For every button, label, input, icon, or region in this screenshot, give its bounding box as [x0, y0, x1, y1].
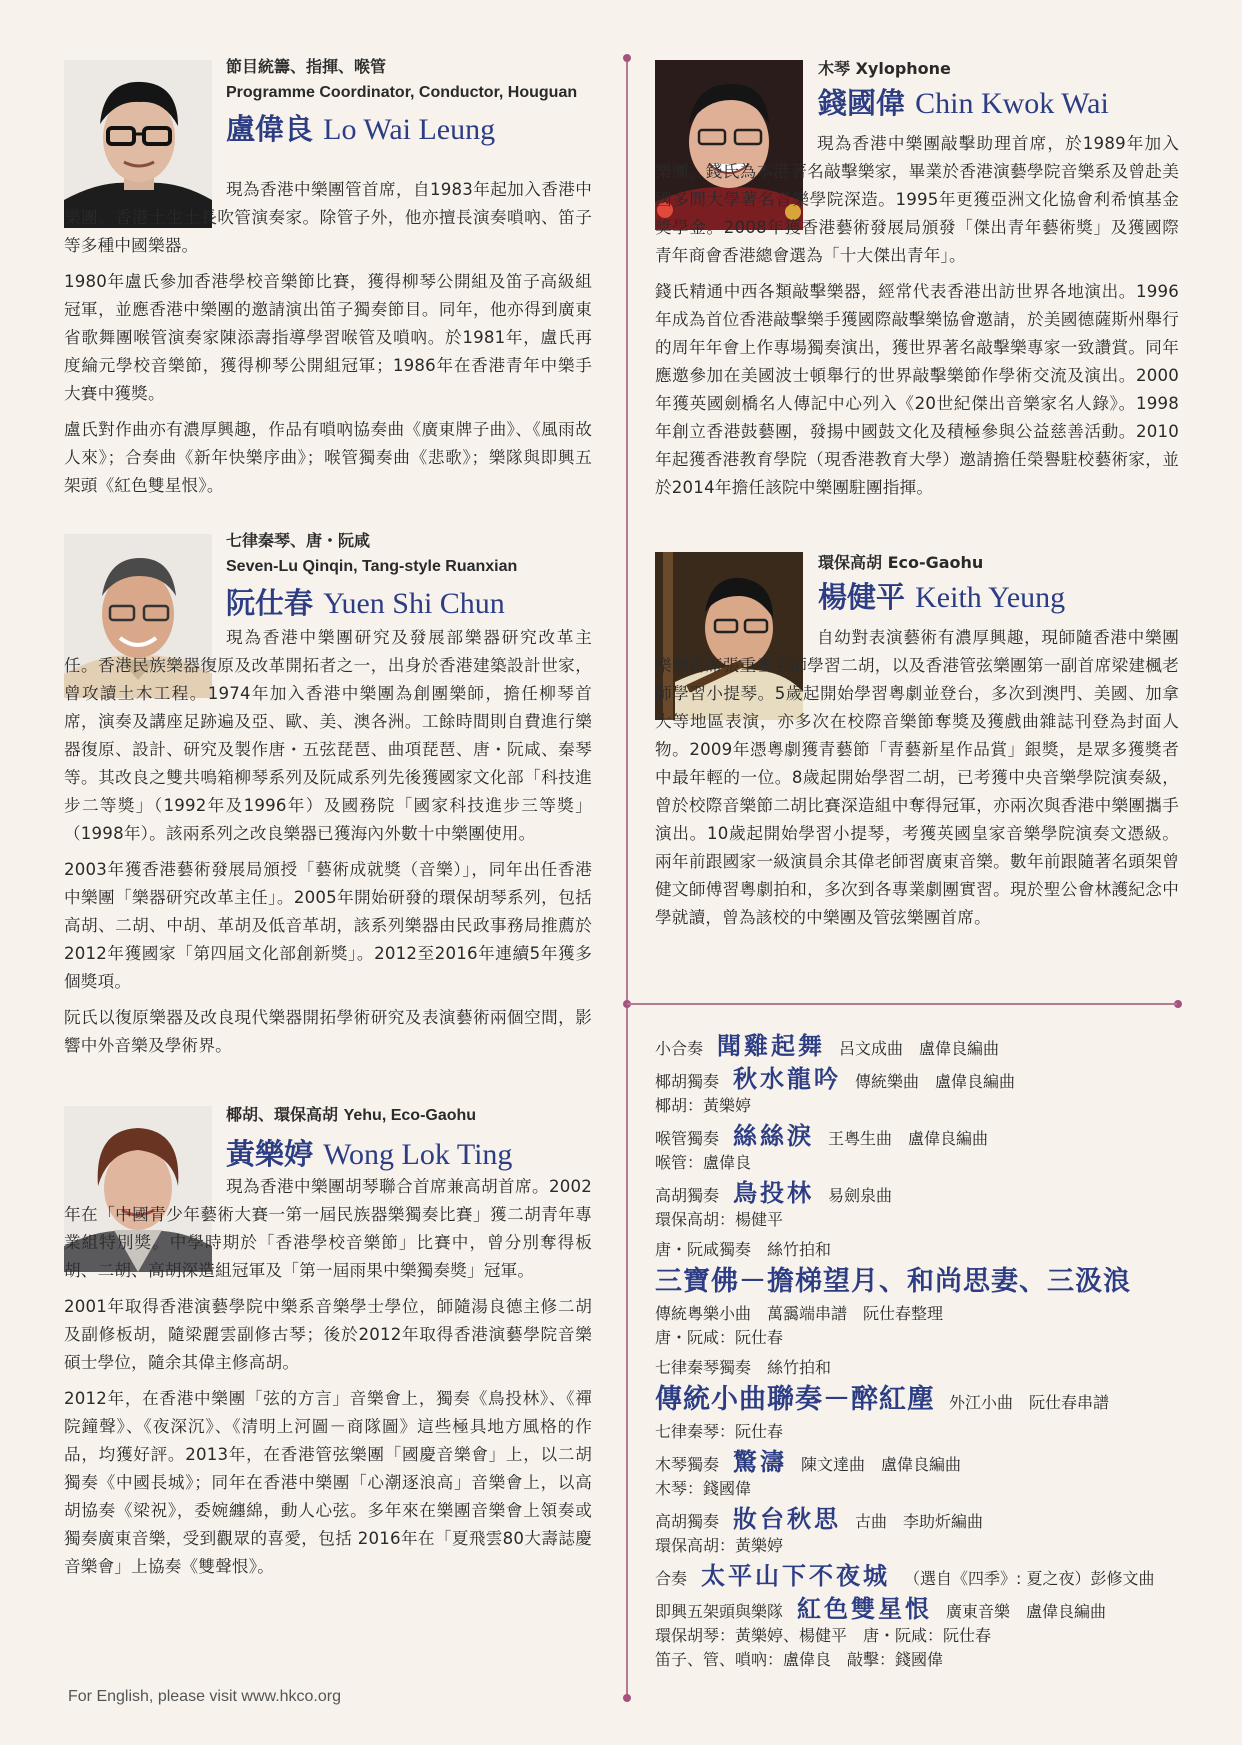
lo-name-en: Lo Wai Leung	[323, 113, 496, 146]
wong-bio-1: 現為香港中樂團胡琴聯合首席兼高胡首席。2002年在「中國青少年藝術大賽一第一屆民族器樂獨奏比賽」獲二胡青年專業組特別獎。中學時期於「香港學校音樂節」比賽中，曾分別奪得板胡、二胡、高胡深造組冠軍及「第一屆雨果中樂獨奏獎」冠軍。	[64, 1177, 592, 1280]
wong-bio-3: 2012年，在香港中樂團「弦的方言」音樂會上，獨奏《鳥投林》、《禪院鐘聲》、《夜深沉》、《清明上河圖－商隊圖》這些極具地方風格的作品，均獲好評。2013年，在香港管弦樂團「國慶音樂會」上，以二胡獨奏《中國長城》；同年在香港中樂團「心潮逐浪高」音樂會上，以高胡協奏《梁祝》，委婉纏綿，動人心弦。多年來在樂團音樂會上領奏或獨奏廣東音樂，受到觀眾的喜愛，包括 2016年在「夏飛雲80大壽誌慶音樂會」上協奏《雙聲恨》。	[64, 1389, 592, 1576]
footer-english-link[interactable]: For English, please visit www.hkco.org	[68, 1688, 341, 1705]
programme-performers: 椰胡：黃樂婷	[655, 1096, 752, 1115]
yuen-role-zh: 七律秦琴、唐・阮咸	[226, 531, 371, 550]
divider-dot-bottom	[623, 1694, 631, 1702]
programme-performers: 環保高胡：黃樂婷	[655, 1536, 784, 1555]
programme-item	[655, 1031, 1215, 1061]
programme-form: 小合奏	[655, 1039, 704, 1058]
chin-role: 木琴 Xylophone	[818, 59, 951, 78]
programme-form: 高胡獨奏	[655, 1512, 720, 1531]
wong-name	[226, 1135, 586, 1174]
programme-performers: 唐・阮咸：阮仕春	[655, 1328, 784, 1347]
programme-item	[655, 1504, 1215, 1558]
yeung-name-zh: 楊健平	[818, 580, 906, 614]
programme-title: 傳統小曲聯奏－醉紅塵	[655, 1384, 935, 1415]
programme-title: 妝台秋思	[733, 1504, 842, 1533]
lo-role-zh: 節目統籌、指揮、喉管	[226, 57, 387, 76]
programme-item	[655, 1121, 1215, 1175]
wong-bio-2: 2001年取得香港演藝學院中樂系音樂學士學位，師隨湯良德主修二胡及副修板胡，隨梁麗雲副修古琴；後於2012年取得香港演藝學院音樂碩士學位，隨余其偉主修高胡。	[64, 1297, 592, 1372]
programme-title: 紅色雙星恨	[797, 1594, 933, 1623]
yuen-bio-2: 2003年獲香港藝術發展局頒授「藝術成就獎（音樂）」，同年出任香港中樂團「樂器研究改革主任」。2005年開始研發的環保胡琴系列，包括高胡、二胡、中胡、革胡及低音革胡，該系列樂器由民政事務局推薦於2012年獲國家「第四屆文化部創新獎」。2012至2016年連續5年獲多個獎項。	[64, 860, 592, 991]
yeung-name	[818, 578, 1178, 617]
wong-role	[226, 1104, 586, 1127]
programme-item	[655, 1064, 1215, 1118]
yeung-bio-1: 自幼對表演藝術有濃厚興趣，現師隨香港中樂團樂團首席張重雪老師學習二胡，以及香港管弦樂團第一副首席梁建楓老師學習小提琴。5歲起開始學習粵劇並登台，多次到澳門、美國、加拿大等地區表演，亦多次在校際音樂節奪獎及獲戲曲雜誌刊登為封面人物。2009年憑粵劇獲青藝節「青藝新星作品賞」銀獎，是眾多獲獎者中最年輕的一位。8歲起開始學習二胡，已考獲中央音樂學院演奏級，曾於校際音樂節二胡比賽深造組中奪得冠軍，亦兩次與香港中樂團攜手演出。10歲起開始學習小提琴，考獲英國皇家音樂學院演奏文憑級。兩年前跟國家一級演員余其偉老師習廣東音樂。數年前跟隨著名頭架曾健文師傅習粵劇拍和，多次到各專業劇團實習。現於聖公會林護紀念中學就讀，曾為該校的中樂團及管弦樂團首席。	[655, 628, 1179, 927]
programme-performers: 喉管：盧偉良	[655, 1153, 752, 1172]
divider-dot-top	[623, 54, 631, 62]
chin-name-zh: 錢國偉	[818, 86, 906, 120]
programme-performers: 環保胡琴：黃樂婷、楊健平 唐・阮咸：阮仕春	[655, 1626, 992, 1645]
wong-role-en: Yehu, Eco-Gaohu	[343, 1107, 477, 1124]
programme-performers: 木琴：錢國偉	[655, 1479, 752, 1498]
programme-title: 驚濤	[733, 1447, 788, 1476]
lo-name	[226, 110, 586, 149]
programme-item	[655, 1447, 1215, 1501]
lo-bio-1: 現為香港中樂團管首席，自1983年起加入香港中樂團。香港土生土長吹管演奏家。除管子外，他亦擅長演奏嗩吶、笛子等多種中國樂器。	[64, 180, 592, 255]
programme-credits: 傳統粵樂小曲 萬靄端串譜 阮仕春整理	[655, 1304, 944, 1323]
programme-form: 唐・阮咸獨奏 絲竹拍和	[655, 1240, 832, 1259]
chin-bio-1: 現為香港中樂團敲擊助理首席，於1989年加入樂團。錢氏為本港著名敲擊樂家，畢業於香港演藝學院音樂系及曾赴美國多間大學著名音樂學院深造。1995年更獲亞洲文化協會利希慎基金獎學金。2008年獲香港藝術發展局頒發「傑出青年藝術獎」及獲國際青年商會香港總會選為「十大傑出青年」。	[655, 134, 1179, 265]
yuen-role-en: Seven-Lu Qinqin, Tang-style Ruanxian	[226, 558, 518, 575]
yuen-bio-3: 阮氏以復原樂器及改良現代樂器開拓學術研究及表演藝術兩個空間，影響中外音樂及學術界。	[64, 1008, 592, 1055]
yuen-name-en: Yuen Shi Chun	[323, 587, 505, 620]
chin-bio-2: 錢氏精通中西各類敲擊樂器，經常代表香港出訪世界各地演出。1996年成為首位香港敲擊樂手獲國際敲擊樂協會邀請，於美國德薩斯州舉行的周年年會上作專場獨奏演出，獲世界著名敲擊樂專家一致讚賞。同年應邀參加在美國波士頓舉行的世界敲擊樂節作學術交流及演出。2000年獲英國劍橋名人傳記中心列入《20世紀傑出音樂家名人錄》。1998年創立香港鼓藝團，發揚中國鼓文化及積極參與公益慈善活動。2010年起獲香港教育學院（現香港教育大學）邀請擔任榮譽駐校藝術家，並於2014年擔任該院中樂團駐團指揮。	[655, 282, 1179, 497]
programme-form: 喉管獨奏	[655, 1129, 720, 1148]
column-divider	[626, 58, 628, 1698]
programme-performers: 七律秦琴：阮仕春	[655, 1422, 784, 1441]
programme-divider	[627, 1003, 1177, 1005]
lo-bio-3: 盧氏對作曲亦有濃厚興趣，作品有嗩吶協奏曲《廣東牌子曲》、《風雨故人來》；合奏曲《新年快樂序曲》；喉管獨奏曲《悲歌》；樂隊與即興五架頭《紅色雙星恨》。	[64, 420, 592, 495]
programme-credits: 呂文成曲 盧偉良編曲	[839, 1039, 1000, 1058]
programme-title: 太平山下不夜城	[701, 1561, 891, 1590]
programme-credits: 陳文達曲 盧偉良編曲	[801, 1455, 962, 1474]
programme-item	[655, 1356, 1215, 1444]
lo-role-en: Programme Coordinator, Conductor, Houguan	[226, 84, 578, 101]
programme-title: 鳥投林	[733, 1178, 815, 1207]
programme-form: 即興五架頭與樂隊	[655, 1602, 784, 1621]
programme-credits: 古曲 李助炘編曲	[855, 1512, 984, 1531]
programme-title: 三寶佛－擔梯望月、和尚思妻、三汲浪	[655, 1266, 1131, 1297]
lo-name-zh: 盧偉良	[226, 112, 314, 146]
programme-credits: （選自《四季》: 夏之夜）彭修文曲	[904, 1569, 1155, 1588]
wong-name-zh: 黃樂婷	[226, 1137, 314, 1171]
programme-item	[655, 1178, 1215, 1232]
chin-name	[818, 84, 1178, 123]
programme-title: 秋水龍吟	[733, 1064, 842, 1093]
programme-performers: 環保高胡：楊健平	[655, 1210, 784, 1229]
programme-list	[655, 1031, 1215, 1678]
yeung-name-en: Keith Yeung	[915, 581, 1066, 614]
programme-title: 聞雞起舞	[717, 1031, 826, 1060]
chin-name-en: Chin Kwok Wai	[915, 87, 1109, 120]
yeung-role: 環保高胡 Eco-Gaohu	[818, 553, 984, 572]
programme-form: 合奏	[655, 1569, 688, 1588]
programme-item	[655, 1238, 1215, 1350]
programme-credits: 廣東音樂 盧偉良編曲	[946, 1602, 1107, 1621]
wong-name-en: Wong Lok Ting	[323, 1138, 513, 1171]
programme-item	[655, 1561, 1215, 1591]
programme-credits: 王粵生曲 盧偉良編曲	[828, 1129, 989, 1148]
programme-credits: 易劍泉曲	[828, 1186, 893, 1205]
programme-title: 絲絲淚	[733, 1121, 815, 1150]
programme-form: 木琴獨奏	[655, 1455, 720, 1474]
programme-form: 高胡獨奏	[655, 1186, 720, 1205]
programme-form: 椰胡獨奏	[655, 1072, 720, 1091]
wong-role-zh: 椰胡、環保高胡	[226, 1105, 339, 1124]
yuen-name	[226, 584, 586, 623]
programme-credits: 傳統樂曲 盧偉良編曲	[855, 1072, 1016, 1091]
programme-performers-2: 笛子、管、嗩吶：盧偉良 敲擊：錢國偉	[655, 1650, 944, 1669]
lo-bio-2: 1980年盧氏參加香港學校音樂節比賽，獲得柳琴公開組及笛子高級組冠軍，並應香港中樂團的邀請演出笛子獨奏節目。同年，他亦得到廣東省歌舞團喉管演奏家陳添壽指導學習喉管及嗩吶。於1981年，盧氏再度綸元學校音樂節，獲得柳琴公開組冠軍；1986年在香港青年中樂手大賽中獲獎。	[64, 272, 592, 403]
yuen-bio-1: 現為香港中樂團研究及發展部樂器研究改革主任。香港民族樂器復原及改革開拓者之一，出身於香港建築設計世家，曾攻讀土木工程。1974年加入香港中樂團為創團樂師，擔任柳琴首席，演奏及講座足跡遍及亞、歐、美、澳各洲。工餘時間則自費進行樂器復原、設計、研究及製作唐・五弦琵琶、曲項琵琶、唐・阮咸、秦琴等。其改良之雙共鳴箱柳琴系列及阮咸系列先後獲國家文化部「科技進步二等獎」（1992年及1996年）及國務院「國家科技進步三等獎」（1998年）。該兩系列之改良樂器已獲海內外數十中樂團使用。	[64, 628, 592, 843]
yuen-name-zh: 阮仕春	[226, 586, 314, 620]
programme-credits: 外江小曲 阮仕春串譜	[949, 1393, 1110, 1412]
programme-form: 七律秦琴獨奏 絲竹拍和	[655, 1358, 832, 1377]
programme-item	[655, 1594, 1215, 1672]
